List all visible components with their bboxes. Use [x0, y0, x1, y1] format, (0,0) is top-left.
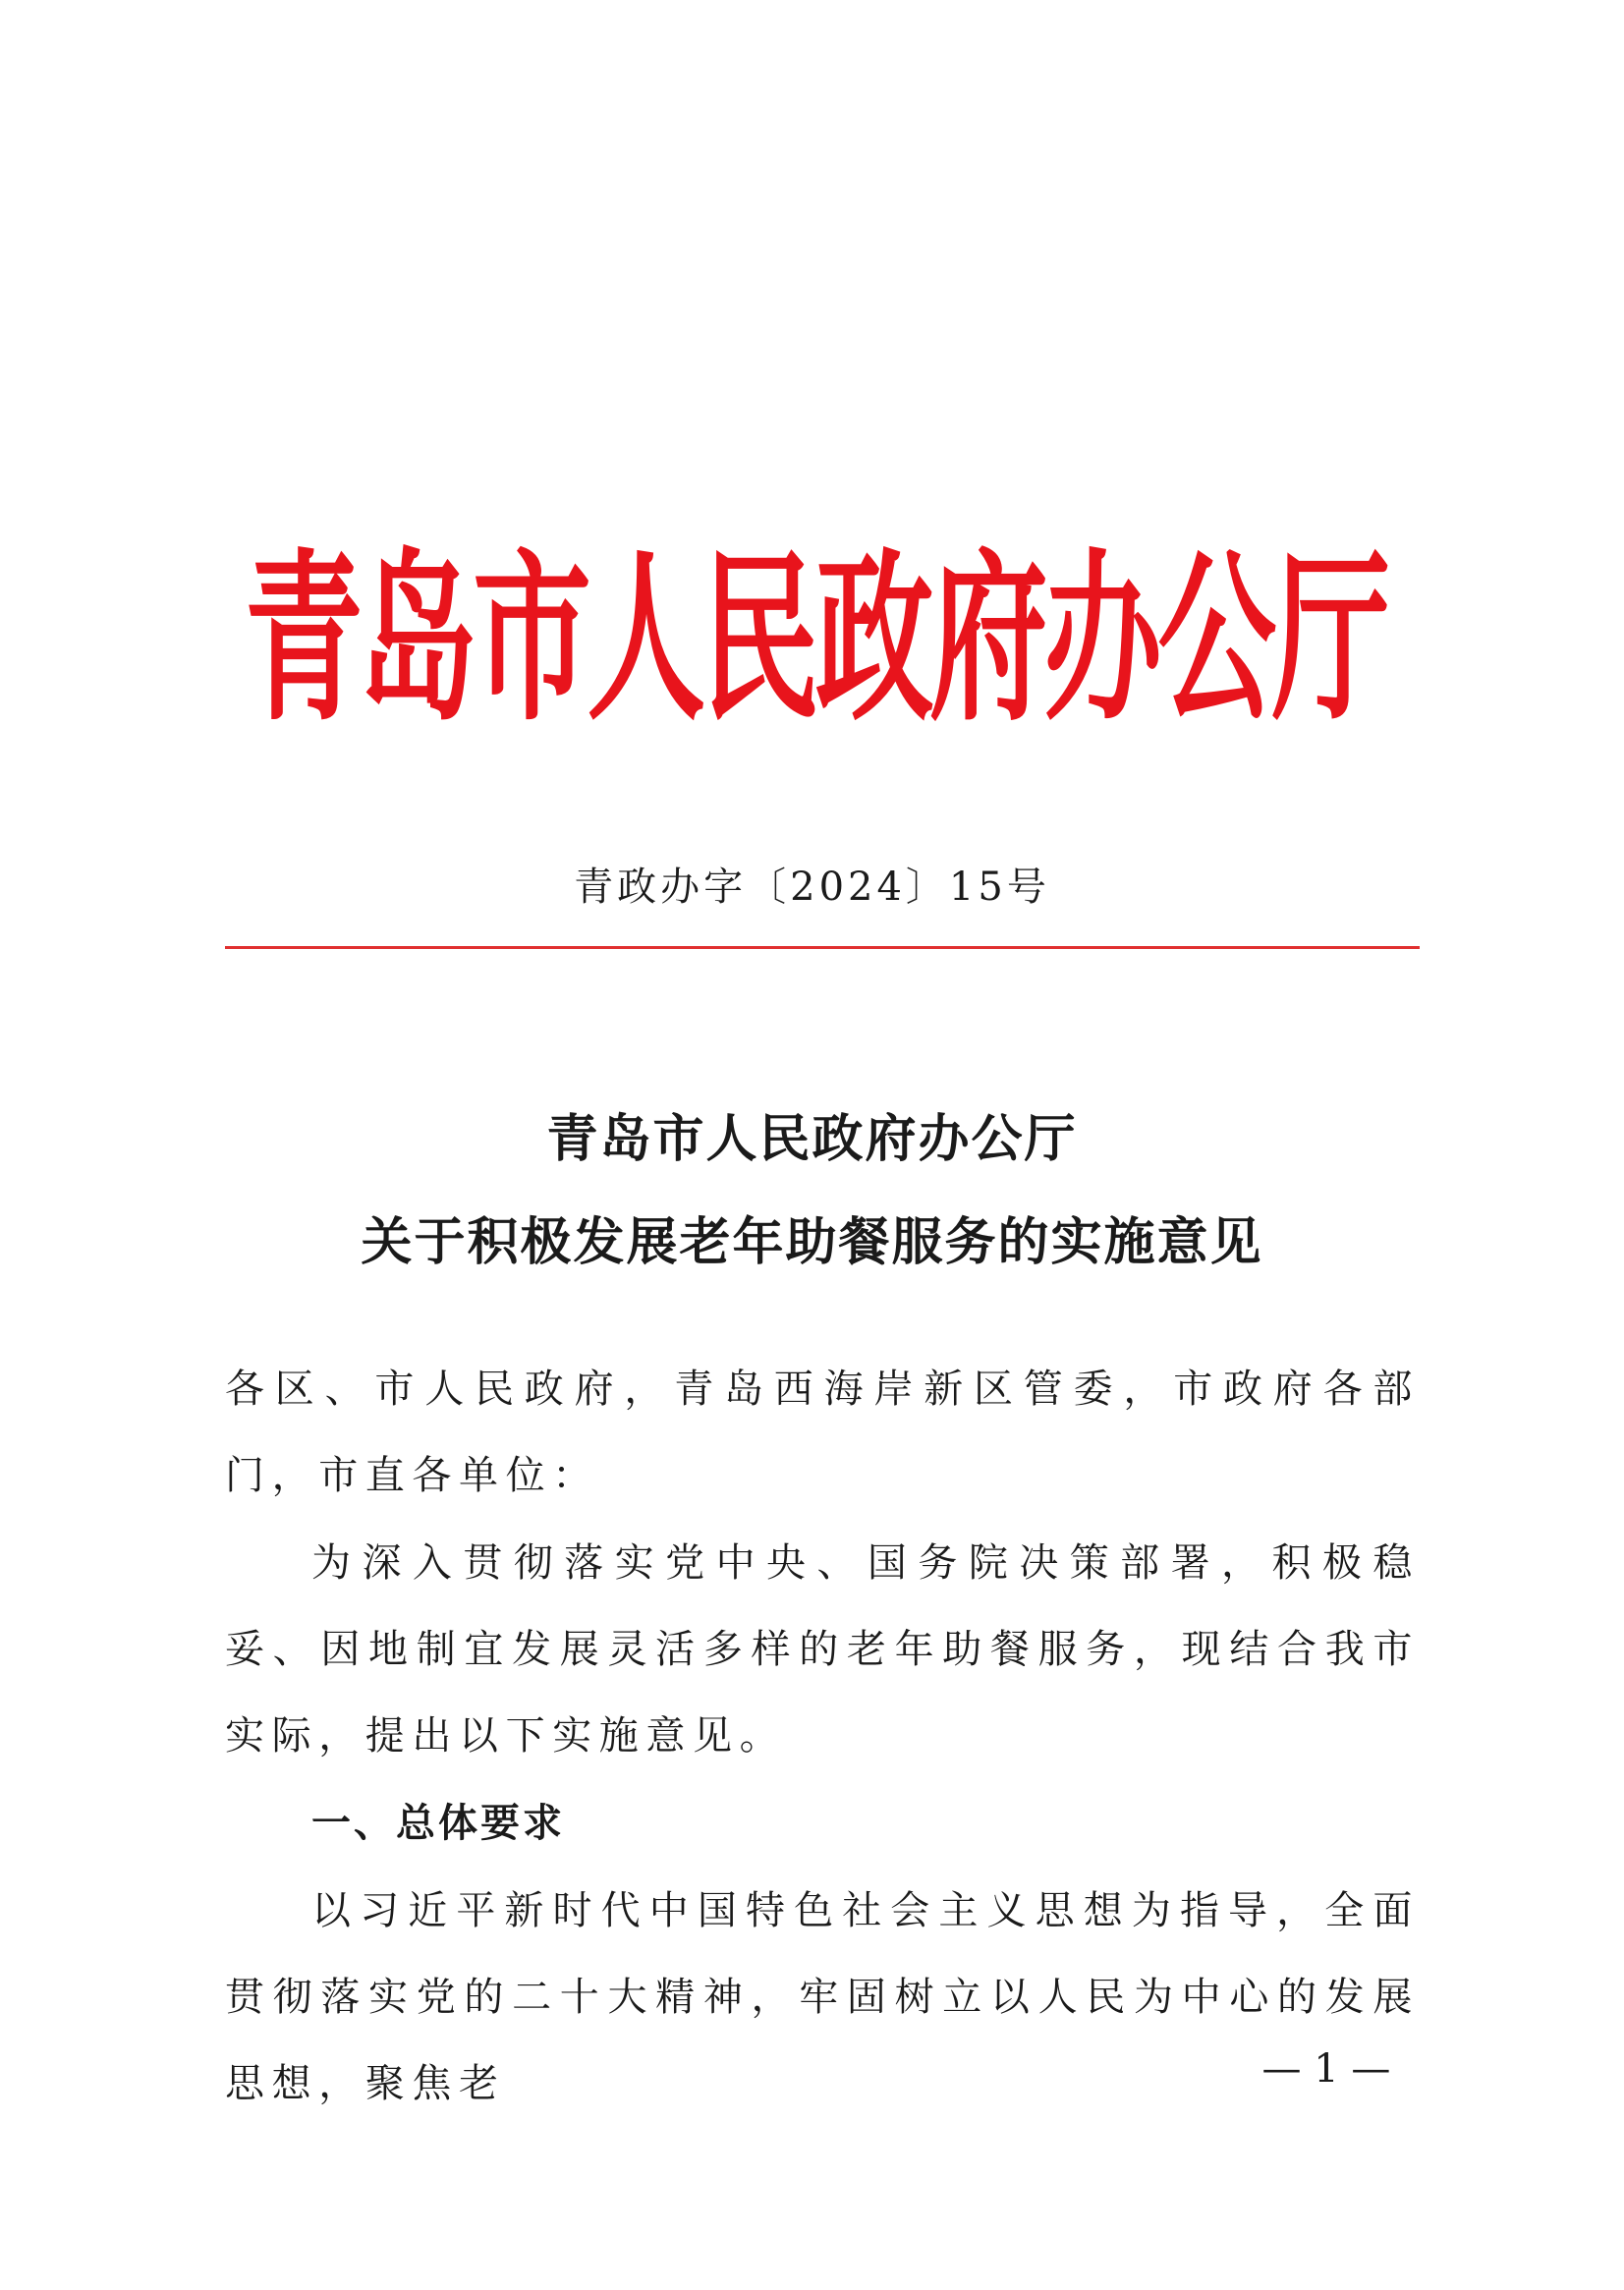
red-divider-line [225, 946, 1420, 949]
issuing-authority-header [0, 530, 1624, 747]
document-title-line-1: 青岛市人民政府办公厅 [546, 1109, 1078, 1169]
document-number: 青政办字〔2024〕15号 [574, 865, 1050, 910]
salutation-paragraph: 各区、市人民政府，青岛西海岸新区管委，市政府各部门，市直各单位： [225, 1367, 1420, 1498]
section-heading-general-requirements: 一、总体要求 [311, 1801, 565, 1846]
document-title-line-2: 关于积极发展老年助餐服务的实施意见 [361, 1212, 1263, 1272]
page-number: — 1 — [1261, 2046, 1391, 2092]
intro-paragraph: 为深入贯彻落实党中央、国务院决策部署，积极稳妥、因地制宜发展灵活多样的老年助餐服务，现结合我市实际，提出以下实施意见。 [225, 1540, 1420, 1759]
issuer-text: 青岛市人民政府办公厅 [245, 530, 1386, 747]
section-1-paragraph: 以习近平新时代中国特色社会主义思想为指导，全面贯彻落实党的二十大精神，牢固树立以人民为中心的发展思想，聚焦老 [225, 1888, 1420, 2106]
